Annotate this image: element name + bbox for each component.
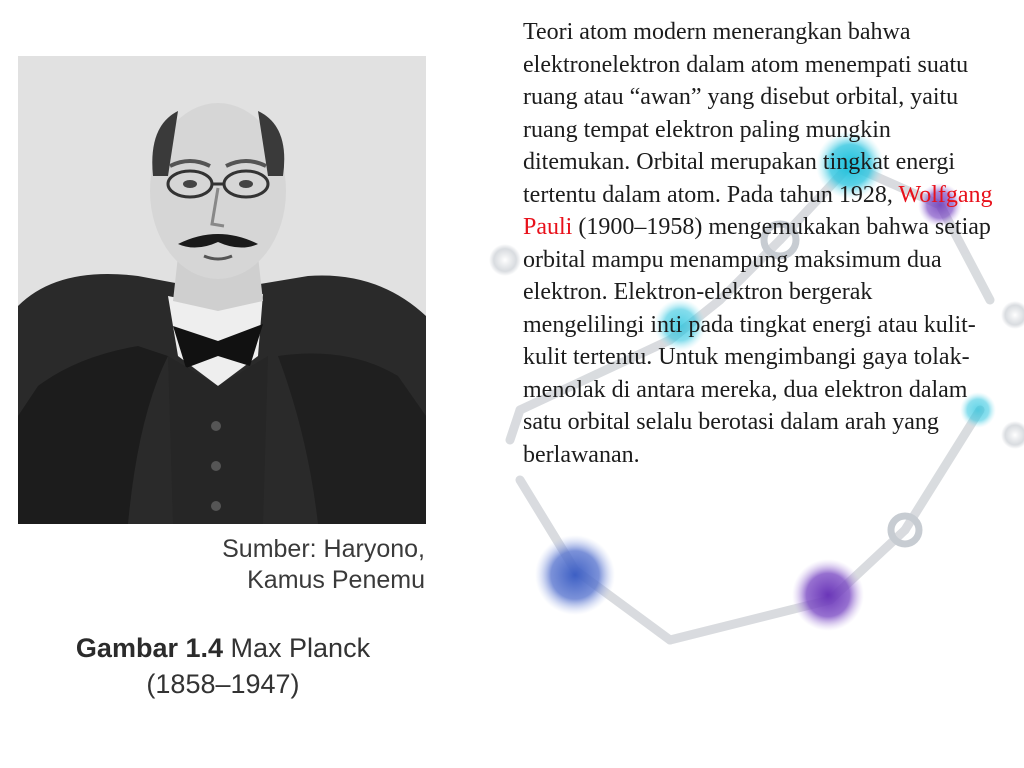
source-line-2: Kamus Penemu xyxy=(247,566,425,594)
main-paragraph xyxy=(523,16,993,471)
paragraph-part-2-block xyxy=(523,179,993,472)
portrait-photo xyxy=(18,56,426,524)
figure-label: Gambar 1.4 xyxy=(75,633,223,663)
source-line-1: Sumber: Haryono, xyxy=(222,535,425,563)
paragraph-part-3: (1900–1958) mengemukakan bahwa setiap orbital mampu menampung maksimum dua elektron. Elektron-elektron bergerak mengelilingi inti pada tingkat energi atau kulit-kulit tertentu. Untuk mengimbangi gaya tolak-menolak di antara mereka, dua elektron dalam satu orbital selalu berotasi dalam arah yang berlawanan. xyxy=(523,214,991,468)
figure-name: Max Planck xyxy=(230,633,371,663)
photo-source-caption xyxy=(150,534,425,596)
paragraph-part-1: Teori atom modern menerangkan bahwa elektronelektron dalam atom menempati suatu ruang atau “awan” yang disebut orbital, yaitu ruang tempat elektron paling mungkin ditemukan. Orbital merupakan tingkat energi xyxy=(523,19,969,175)
paragraph-part-2: tertentu dalam atom. Pada tahun 1928, xyxy=(523,181,893,208)
figure-years: (1858–1947) xyxy=(146,669,300,699)
highlight-name-link[interactable]: Wolfgang Pauli xyxy=(523,181,993,240)
figure-caption xyxy=(18,630,428,702)
